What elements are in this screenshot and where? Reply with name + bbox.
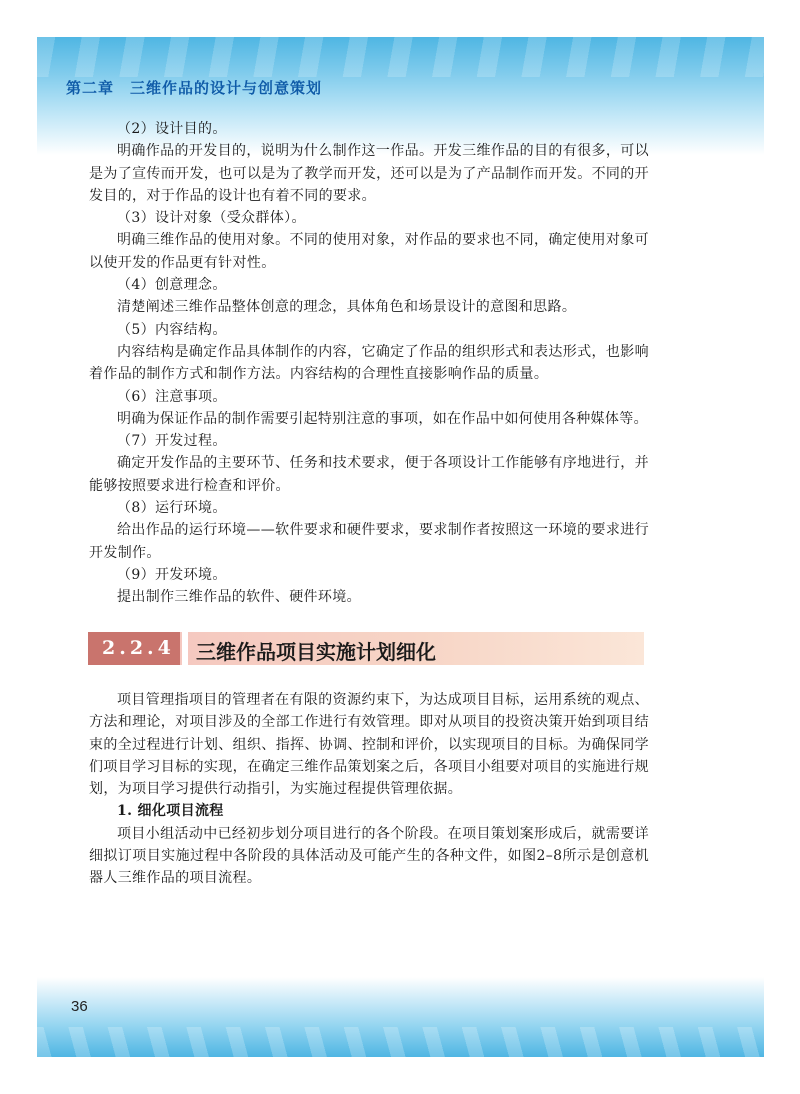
footer-banner <box>37 977 764 1057</box>
section-body <box>89 689 649 890</box>
subheading: 1. 细化项目流程 <box>117 803 224 820</box>
paragraph: （2）设计目的。 <box>117 121 227 137</box>
paragraph: 提出制作三维作品的软件、硬件环境。 <box>117 589 361 606</box>
paragraph: （7）开发过程。 <box>117 433 227 450</box>
chapter-title: 第二章 三维作品的设计与创意策划 <box>66 79 323 97</box>
paragraph: 明确作品的开发目的，说明为什么制作这一作品。开发三维作品的目的有很多，可以是为了宣传而开发，也可以是为了教学而开发，还可以是为了产品制作而开发。不同的开发目的，对于作品的设计也有着不同的要求。 <box>89 143 649 204</box>
paragraph: （6）注意事项。 <box>117 388 227 405</box>
paragraph: 确定开发作品的主要环节、任务和技术要求，便于各项设计工作能够有序地进行，并能够按照要求进行检查和评价。 <box>89 455 649 494</box>
body-text <box>89 118 649 609</box>
paragraph: 项目小组活动中已经初步划分项目进行的各个阶段。在项目策划案形成后，就需要详细拟订项目实施过程中各阶段的具体活动及可能产生的各种文件，如图2–8所示是创意机器人三维作品的项目流程。 <box>89 825 649 887</box>
section-divider <box>182 632 188 665</box>
paragraph: （3）设计对象（受众群体）。 <box>117 210 306 227</box>
paragraph: （5）内容结构。 <box>117 321 227 338</box>
section-number: 2.2.4 <box>102 637 175 659</box>
section-heading <box>88 632 644 665</box>
section-number-box <box>88 632 180 665</box>
paragraph: 清楚阐述三维作品整体创意的理念，具体角色和场景设计的意图和思路。 <box>117 299 577 316</box>
paragraph: 项目管理指项目的管理者在有限的资源约束下，为达成项目目标，运用系统的观点、方法和理论，对项目涉及的全部工作进行有效管理。即对从项目的投资决策开始到项目结束的全过程进行计划、组织、指挥、协调、控制和评价，以实现项目的目标。为确保同学们项目学习目标的实现，在确定三维作品策划案之后，各项目小组要对项目的实施进行规划，为项目学习提供行动指引，为实施过程提供管理依据。 <box>89 692 649 798</box>
paragraph: （9）开发环境。 <box>117 566 227 583</box>
paragraph: 明确三维作品的使用对象。不同的使用对象，对作品的要求也不同，确定使用对象可以使开发的作品更有针对性。 <box>89 232 649 271</box>
paragraph: 内容结构是确定作品具体制作的内容，它确定了作品的组织形式和表达形式，也影响着作品的制作方式和制作方法。内容结构的合理性直接影响作品的质量。 <box>89 343 649 383</box>
paragraph: 给出作品的运行环境——软件要求和硬件要求，要求制作者按照这一环境的要求进行开发制作。 <box>89 522 649 561</box>
paragraph: （4）创意理念。 <box>117 277 227 294</box>
page-number: 36 <box>71 998 88 1015</box>
section-title: 三维作品项目实施计划细化 <box>196 640 436 664</box>
paragraph: 明确为保证作品的制作需要引起特别注意的事项，如在作品中如何使用各种媒体等。 <box>117 410 648 427</box>
paragraph: （8）运行环境。 <box>117 500 227 517</box>
